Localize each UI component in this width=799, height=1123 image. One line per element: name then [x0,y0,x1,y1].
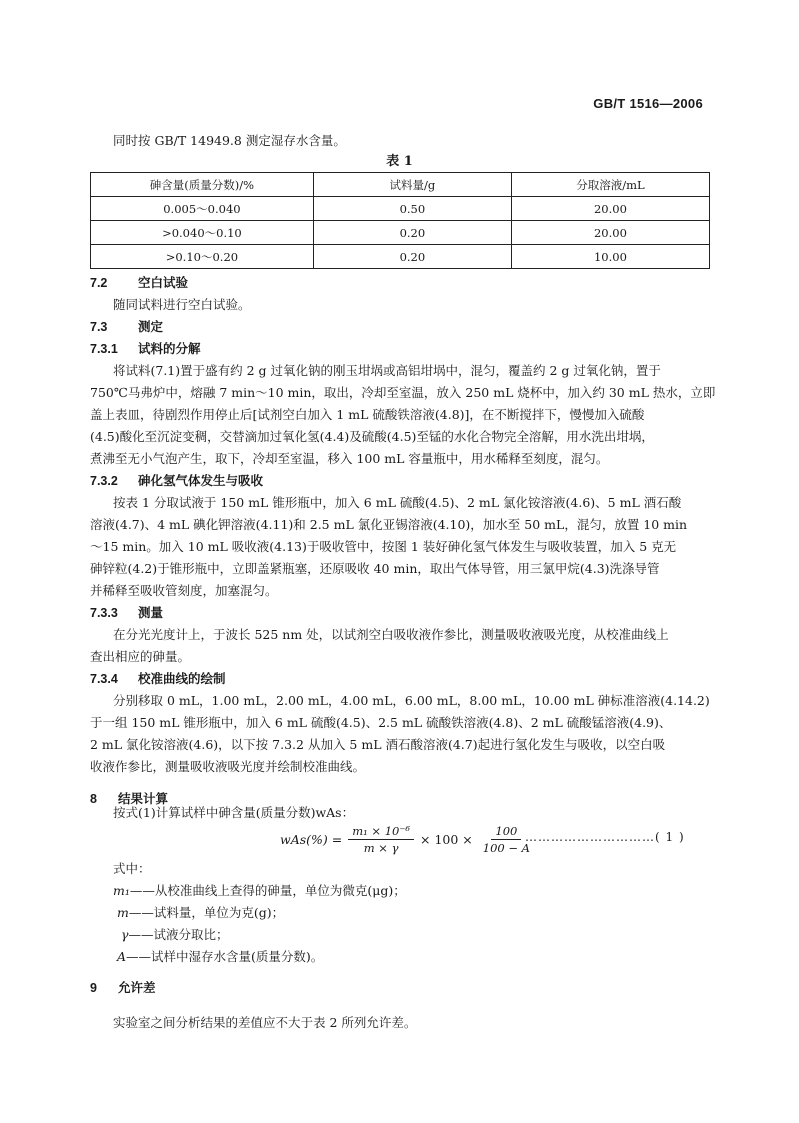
where-label: 式中： [113,861,151,876]
table-cell: 0.20 [313,221,511,245]
section-9-heading [90,977,156,999]
variable-description: ——试样中湿存水含量(质量分数)。 [126,949,324,964]
fraction-denominator: m × γ [363,841,399,855]
paragraph-line: 查出相应的砷量。 [90,649,191,664]
table-row [91,197,710,221]
section-number: 7.3 [90,320,108,334]
section-title: 校准曲线的绘制 [138,671,226,686]
variable-item [113,902,406,924]
section-title: 允许差 [118,980,156,995]
section-title: 测定 [138,319,164,334]
table-caption: 表 1 [386,154,413,169]
section-number: 7.2 [90,276,108,290]
paragraph-line: (4.5)酸化至沉淀变稠，交替滴加过氧化氢(4.4)及硫酸(4.5)至锰的水化合物完全溶解，用水洗出坩埚， [90,429,654,444]
section-7-2-heading [90,272,188,294]
variable-item [113,946,406,968]
section-number: 7.3.2 [90,474,118,488]
table-cell: 20.00 [511,221,709,245]
section-7-3-2-heading [90,470,263,492]
section-title: 试料的分解 [138,341,201,356]
section-title: 砷化氢气体发生与吸收 [138,473,264,488]
section-7-3-1-heading [90,338,201,360]
section-title: 空白试验 [138,275,189,290]
variable-description: ——从校准曲线上查得的砷量，单位为微克(μg)； [129,883,406,898]
column-header: 分取溶液/mL [511,173,709,197]
table-cell: 20.00 [511,197,709,221]
section-7-3-heading [90,316,163,338]
fraction-numerator: m₁ × 10⁻⁶ [348,824,414,840]
paragraph-line: 溶液(4.7)、4 mL 碘化钾溶液(4.11)和 2.5 mL 氯化亚锡溶液(4.10)，加水至 50 mL，混匀，放置 10 min [90,517,688,532]
table-cell: 0.20 [313,245,511,269]
paragraph-line: 分别移取 0 mL，1.00 mL，2.00 mL，4.00 mL，6.00 mL，8.00 mL，10.00 mL 砷标准溶液(4.14.2) [113,693,710,708]
paragraph-line: 并稀释至吸收管刻度，加塞混匀。 [90,583,278,598]
section-9-body: 实验室之间分析结果的差值应不大于表 2 所列允许差。 [113,1015,417,1030]
formula-lhs: wAs(%) = [280,832,343,847]
table-cell: >0.10～0.20 [91,245,314,269]
variable-symbol: m [117,905,129,920]
table-header-row [91,173,710,197]
formula-middle: × 100 × [420,832,473,847]
variable-item [113,880,406,902]
table-row [91,245,710,269]
section-number: 7.3.4 [90,672,118,686]
table-row [91,221,710,245]
section-number: 7.3.1 [90,342,118,356]
table-1 [90,172,710,269]
formula-1 [280,824,540,855]
paragraph-line: 按表 1 分取试液于 150 mL 锥形瓶中，加入 6 mL 硫酸(4.5)、2 mL 氯化铵溶液(4.6)、5 mL 酒石酸 [113,495,682,510]
fraction-denominator: 100 − A [482,841,530,855]
paragraph-line: 2 mL 氯化铵溶液(4.6)，以下按 7.3.2 从加入 5 mL 酒石酸溶液(4.7)起进行氢化发生与吸收，以空白吸 [90,737,666,752]
paragraph-line: 收液作参比，测量吸收液吸光度并绘制校准曲线。 [90,759,366,774]
fraction-numerator: 100 [491,824,521,840]
section-title: 测量 [138,605,164,620]
section-number: 8 [90,792,97,806]
column-header: 砷含量(质量分数)/% [91,173,314,197]
section-7-2-body: 随同试料进行空白试验。 [113,297,251,312]
standard-code: GB/T 1516—2006 [593,96,703,111]
column-header: 试料量/g [313,173,511,197]
variable-list [113,880,406,968]
variable-symbol: γ [121,927,129,942]
intro-text: 同时按 GB/T 14949.8 测定湿存水含量。 [113,133,346,148]
paragraph-line: 于一组 150 mL 锥形瓶中，加入 6 mL 硫酸(4.5)、2.5 mL 硫酸铁溶液(4.8)、2 mL 硫酸锰溶液(4.9)、 [90,715,672,730]
section-title: 结果计算 [118,791,169,806]
paragraph-line: 在分光光度计上，于波长 525 nm 处，以试剂空白吸收液作参比，测量吸收液吸光度，从校准曲线上 [113,627,669,642]
table-cell: 10.00 [511,245,709,269]
variable-description: ——试料量，单位为克(g)； [128,905,285,920]
variable-description: ——试液分取比； [128,927,229,942]
paragraph-line: 750℃马弗炉中，熔融 7 min～10 min，取出，冷却至室温，放入 250 mL 烧杯中，加入约 30 mL 热水，立即 [90,385,716,400]
section-number: 7.3.3 [90,606,118,620]
paragraph-line: 煮沸至无小气泡产生，取下，冷却至室温，移入 100 mL 容量瓶中，用水稀释至刻度，混匀。 [90,451,609,466]
formula-fraction-1 [348,824,414,855]
variable-symbol: A [117,949,127,964]
paragraph-line: 砷锌粒(4.2)于锥形瓶中，立即盖紧瓶塞，还原吸收 40 min，取出气体导管，用三氯甲烷(4.3)洗涤导管 [90,561,660,576]
section-7-3-4-heading [90,668,226,690]
equation-number: …………………………( 1 ) [525,830,685,844]
table-cell: 0.005～0.040 [91,197,314,221]
variable-symbol: m₁ [113,883,130,898]
section-7-3-3-heading [90,602,163,624]
variable-item [113,924,406,946]
paragraph-line: 将试料(7.1)置于盛有约 2 g 过氧化钠的刚玉坩埚或高铝坩埚中，混匀，覆盖约 2 g 过氧化钠，置于 [113,363,661,378]
section-number: 9 [90,981,97,995]
paragraph-line: 盖上表皿，待剧烈作用停止后[试剂空白加入 1 mL 硫酸铁溶液(4.8)]，在不断搅拌下，慢慢加入硫酸 [90,407,645,422]
formula-intro: 按式(1)计算试样中砷含量(质量分数)wAs： [113,805,355,820]
table-cell: >0.040～0.10 [91,221,314,245]
paragraph-line: ～15 min。加入 10 mL 吸收液(4.13)于吸收管中，按图 1 装好砷化氢气体发生与吸收装置，加入 5 克无 [90,539,677,554]
table-cell: 0.50 [313,197,511,221]
